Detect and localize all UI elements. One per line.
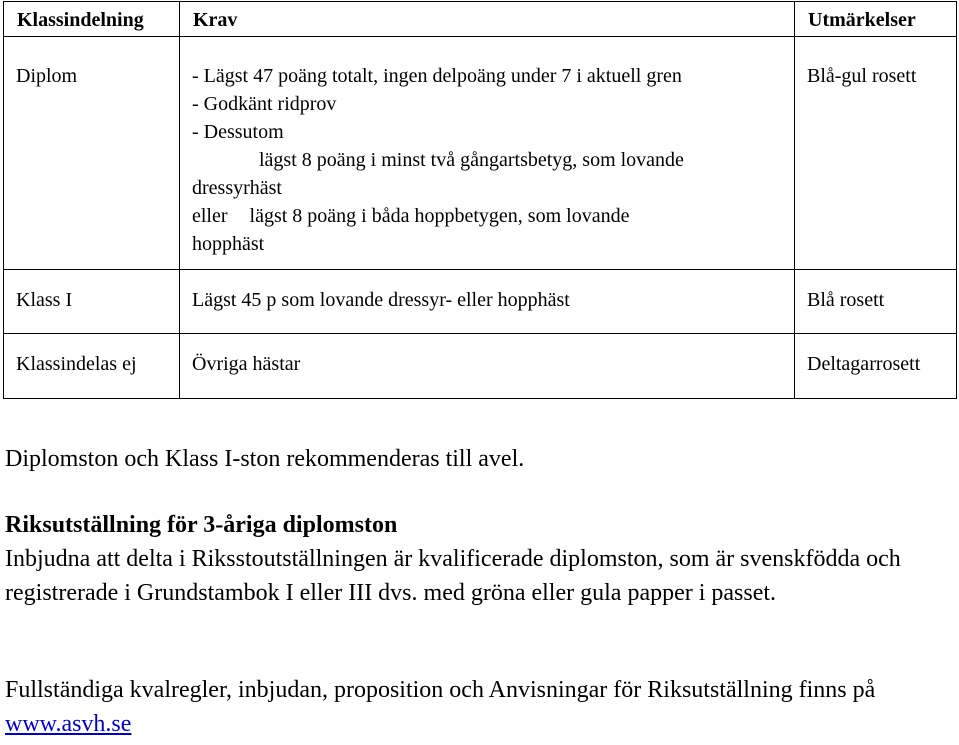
section-body: Inbjudna att delta i Riksstoutställningen är kvalificerade diplomston, som är svenskfödda och registrerade i Grundstambok I eller III dvs. med gröna eller gula papper i passet. xyxy=(5,546,901,606)
header-class: Klassindelning xyxy=(4,2,180,37)
table-row xyxy=(4,334,957,399)
requirement-or: eller xyxy=(192,205,228,227)
requirements-text: Lägst 45 p som lovande dressyr- eller hopphäst xyxy=(192,289,570,311)
header-requirements: Krav xyxy=(180,2,795,37)
section-heading: Riksutställning för 3-åriga diplomston xyxy=(5,512,398,538)
requirement-line: dressyrhäst xyxy=(192,177,282,199)
table-row xyxy=(4,37,957,270)
footer-text: Fullständiga kvalregler, inbjudan, proposition och Anvisningar för Riksutställning finns på xyxy=(5,677,876,703)
requirement-line: - Dessutom xyxy=(192,121,284,143)
requirement-line: - Godkänt ridprov xyxy=(192,93,337,115)
requirement-line: hopphäst xyxy=(192,233,265,255)
requirement-alt: lägst 8 poäng i båda hoppbetygen, som lovande xyxy=(249,205,630,227)
class-name: Klassindelas ej xyxy=(16,353,137,375)
breeding-recommendation: Diplomston och Klass I-ston rekommenderas till avel. xyxy=(5,446,525,472)
class-name: Klass I xyxy=(16,289,73,311)
award: Deltagarrosett xyxy=(807,353,921,375)
award: Blå rosett xyxy=(807,289,885,311)
requirement-line: - Lägst 47 poäng totalt, ingen delpoäng under 7 i aktuell gren xyxy=(192,65,682,87)
exhibition-section xyxy=(5,508,955,610)
website-link[interactable]: www.asvh.se xyxy=(5,711,132,737)
classification-table xyxy=(3,1,957,399)
class-name: Diplom xyxy=(16,65,78,87)
requirements-text: Övriga hästar xyxy=(192,353,301,375)
table-row xyxy=(4,270,957,334)
header-awards: Utmärkelser xyxy=(795,2,957,37)
requirements-text xyxy=(180,37,794,258)
table-header-row xyxy=(4,2,957,37)
footer-note xyxy=(5,673,955,741)
requirement-line: lägst 8 poäng i minst två gångartsbetyg, som lovande xyxy=(259,149,684,171)
requirement-line xyxy=(192,202,794,230)
award: Blå-gul rosett xyxy=(807,65,917,87)
